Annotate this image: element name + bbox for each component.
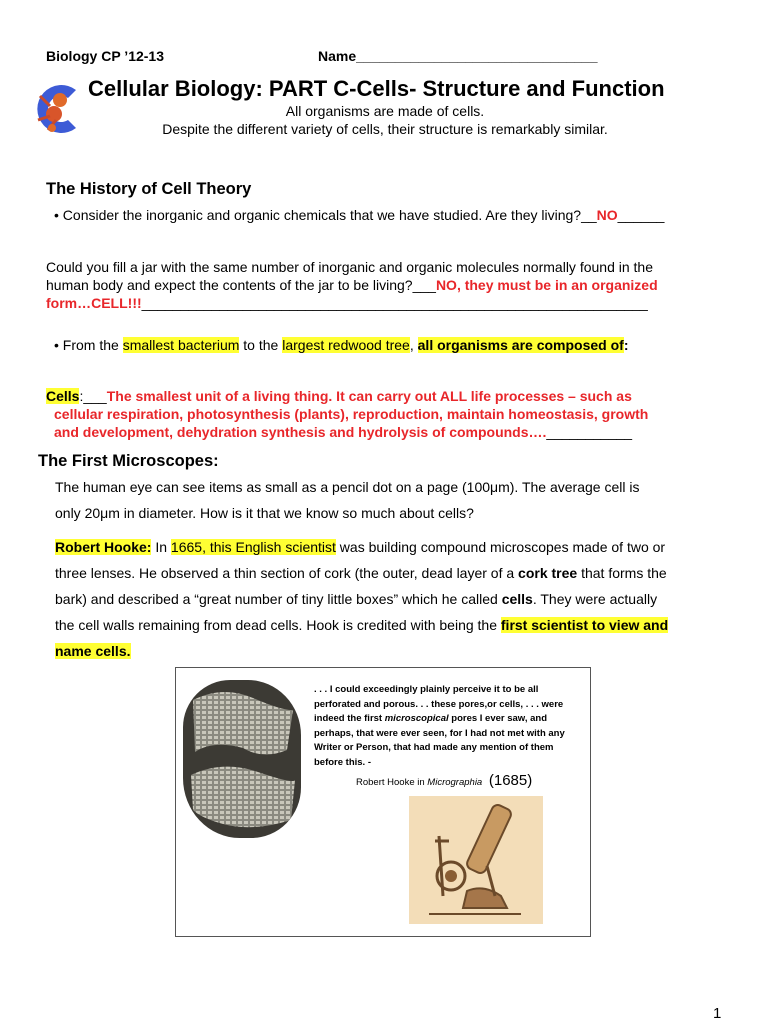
cells-answer-2: cellular respiration, photosynthesis (plants), reproduction, maintain homeostasis, growth — [54, 406, 649, 422]
subtitle-2: Despite the different variety of cells, their structure is remarkably similar. — [162, 121, 608, 137]
page-title: Cellular Biology: PART C-Cells- Structure and Function — [88, 76, 665, 101]
quote-line-1: . . . I could exceedingly plainly perceive it to be all — [314, 684, 539, 695]
hooke-quote — [314, 683, 584, 770]
hooke-text: bark) and described a “great number of tiny little boxes” which he called — [55, 591, 502, 607]
cells-answer-1: The smallest unit of a living thing. It can carry out ALL life processes – such as — [106, 388, 632, 404]
q3-colon: : — [623, 337, 629, 353]
microscope-line-1: The human eye can see items as small as a pencil dot on a page (100μm). The average cell is — [55, 479, 640, 495]
question-2-answer-part-1: NO, they must be in an organized — [435, 277, 658, 293]
question-2-line-3 — [46, 294, 658, 312]
name-field-label: Name_______________________________ — [318, 48, 598, 64]
subtitle-1: All organisms are made of cells. — [285, 103, 485, 119]
hooke-text: . They were actually — [532, 591, 658, 607]
highlight-name-cells: name cells. — [55, 643, 131, 659]
hooke-line-2 — [55, 560, 668, 586]
cells-term-bold: cells — [501, 591, 533, 607]
bullet: • — [54, 337, 63, 353]
hooke-line-3 — [55, 586, 668, 612]
quote-line-6: before this. - — [314, 756, 372, 768]
cork-tree-term: cork tree — [518, 565, 578, 581]
question-3 — [54, 337, 628, 353]
answer-blank: ______ — [617, 207, 665, 223]
question-1 — [54, 207, 664, 223]
quote-credit — [356, 772, 532, 789]
microscope-drawing — [409, 796, 543, 924]
question-2-text: human body and expect the contents of the jar to be living?___ — [46, 277, 436, 293]
quote-line-3 — [314, 712, 584, 727]
hooke-line-5 — [55, 638, 668, 664]
highlight-smallest-bacterium: smallest bacterium — [122, 337, 240, 353]
section-heading-microscopes: The First Microscopes: — [38, 452, 219, 470]
quote-line-4: perhaps, that were ever seen, for I had not met with any — [314, 727, 565, 739]
hooke-text: In — [151, 539, 171, 555]
cork-cells-drawing — [183, 680, 301, 838]
page-number: 1 — [713, 1005, 722, 1022]
hooke-text: three lenses. He observed a thin section of cork (the outer, dead layer of a — [55, 565, 519, 581]
hooke-label: Robert Hooke: — [55, 539, 152, 555]
hooke-text: was building compound microscopes made of two or — [335, 539, 666, 555]
hooke-paragraph — [55, 534, 668, 664]
cells-term: Cells — [46, 388, 80, 404]
hooke-line-4 — [55, 612, 668, 638]
quote-italic: microscopical — [384, 713, 449, 724]
q3-text-3: , — [409, 337, 418, 353]
highlight-largest-redwood: largest redwood tree — [282, 337, 410, 353]
credit-year: (1685) — [488, 772, 533, 789]
quote-text: pores I ever saw, and — [448, 713, 548, 724]
q3-text-1: From the — [62, 337, 123, 353]
hooke-text: that forms the — [577, 565, 667, 581]
hooke-line-1 — [55, 534, 668, 560]
quote-line-2: perforated and porous. . . these pores,or cells, . . . were — [314, 698, 564, 710]
microscope-line-2: only 20μm in diameter. How is it that we know so much about cells? — [55, 505, 474, 521]
cells-line-3 — [46, 423, 648, 441]
course-label: Biology CP ’12-13 — [46, 48, 165, 64]
hooke-text: the cell walls remaining from dead cells. Hook is credited with being the — [55, 617, 501, 633]
cells-answer-3: and development, dehydration synthesis and hydrolysis of compounds…. — [54, 424, 547, 440]
microscope-paragraph — [55, 474, 639, 526]
cells-line-2 — [46, 405, 648, 423]
highlight-first-scientist: first scientist to view and — [500, 617, 669, 633]
highlight-english-scientist: 1665, this English scientist — [170, 539, 336, 555]
answer-blank: ___________ — [546, 424, 633, 440]
bullet: • — [54, 207, 63, 223]
cells-definition — [46, 387, 648, 441]
cells-blank: :___ — [79, 388, 107, 404]
question-2 — [46, 258, 658, 312]
question-2-answer-part-2: form…CELL!!! — [46, 295, 142, 311]
question-2-line-2 — [46, 276, 658, 294]
credit-book: Micrographia — [427, 777, 483, 788]
highlight-all-organisms: all organisms are composed of — [417, 337, 624, 353]
hooke-figure — [175, 667, 591, 937]
cells-line-1 — [46, 387, 648, 405]
quote-line-5: Writer or Person, that had made any mention of them — [314, 742, 554, 753]
question-2-line-1: Could you fill a jar with the same number of inorganic and organic molecules normally found in the — [46, 259, 653, 275]
question-1-text: Consider the inorganic and organic chemicals that we have studied. Are they living?__ — [62, 207, 597, 223]
answer-blank: _________________________________________________________________ — [141, 295, 648, 311]
credit-text: Robert Hooke in — [356, 777, 428, 788]
question-1-answer: NO — [596, 207, 618, 223]
section-heading-history: The History of Cell Theory — [46, 180, 252, 198]
q3-text-2: to the — [239, 337, 283, 353]
quote-text: indeed the first — [314, 713, 385, 724]
